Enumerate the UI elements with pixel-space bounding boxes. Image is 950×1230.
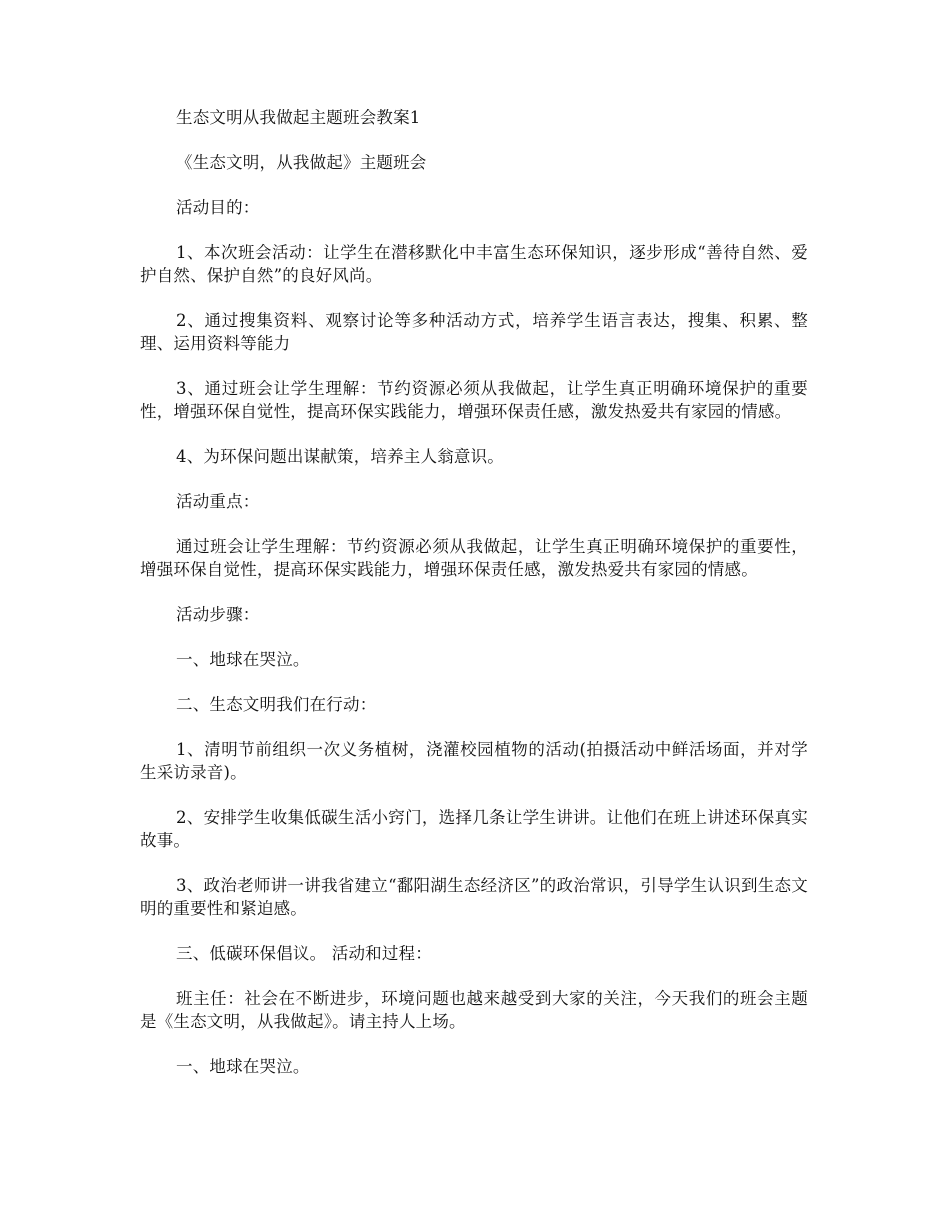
focus-paragraph: 通过班会让学生理解：节约资源必须从我做起，让学生真正明确环境保护的重要性，增强环保自觉性，提高环保实践能力，增强环保责任感，激发热爱共有家园的情感。 (140, 537, 808, 579)
step-heading-3: 三、低碳环保倡议。 活动和过程： (176, 944, 432, 963)
objective-item-2: 2、通过搜集资料、观察讨论等多种活动方式，培养学生语言表达，搜集、积累、整理、运用资料等能力 (140, 311, 808, 353)
objective-item-1: 1、本次班会活动：让学生在潜移默化中丰富生态环保知识，逐步形成“善待自然、爱护自然、保护自然”的良好风尚。 (140, 243, 808, 285)
lesson-subtitle: 《生态文明，从我做起》主题班会 (176, 153, 427, 172)
section-heading-objectives: 活动目的： (176, 198, 260, 217)
step-item-1: 1、清明节前组织一次义务植树，浇灌校园植物的活动(拍摄活动中鲜活场面，并对学生采访录音)。 (140, 740, 808, 782)
section-heading-focus: 活动重点： (176, 492, 260, 511)
step-heading-1: 一、地球在哭泣。 (176, 650, 310, 669)
step-item-2: 2、安排学生收集低碳生活小窍门，选择几条让学生讲讲。让他们在班上讲述环保真实故事。 (140, 808, 808, 850)
objective-item-3: 3、通过班会让学生理解：节约资源必须从我做起，让学生真正明确环境保护的重要性，增强环保自觉性，提高环保实践能力，增强环保责任感，激发热爱共有家园的情感。 (140, 379, 808, 421)
document-body (140, 106, 808, 1100)
step-heading-2: 二、生态文明我们在行动： (176, 695, 377, 714)
objective-item-4: 4、为环保问题出谋献策，培养主人翁意识。 (176, 447, 504, 466)
document-title: 生态文明从我做起主题班会教案1 (176, 108, 421, 127)
teacher-intro-paragraph: 班主任：社会在不断进步，环境问题也越来越受到大家的关注，今天我们的班会主题是《生态文明，从我做起》。请主持人上场。 (140, 989, 808, 1031)
step-item-3: 3、政治老师讲一讲我省建立“鄱阳湖生态经济区”的政治常识，引导学生认识到生态文明的重要性和紧迫感。 (140, 876, 808, 918)
process-heading-1: 一、地球在哭泣。 (176, 1057, 310, 1076)
section-heading-steps: 活动步骤： (176, 605, 260, 624)
